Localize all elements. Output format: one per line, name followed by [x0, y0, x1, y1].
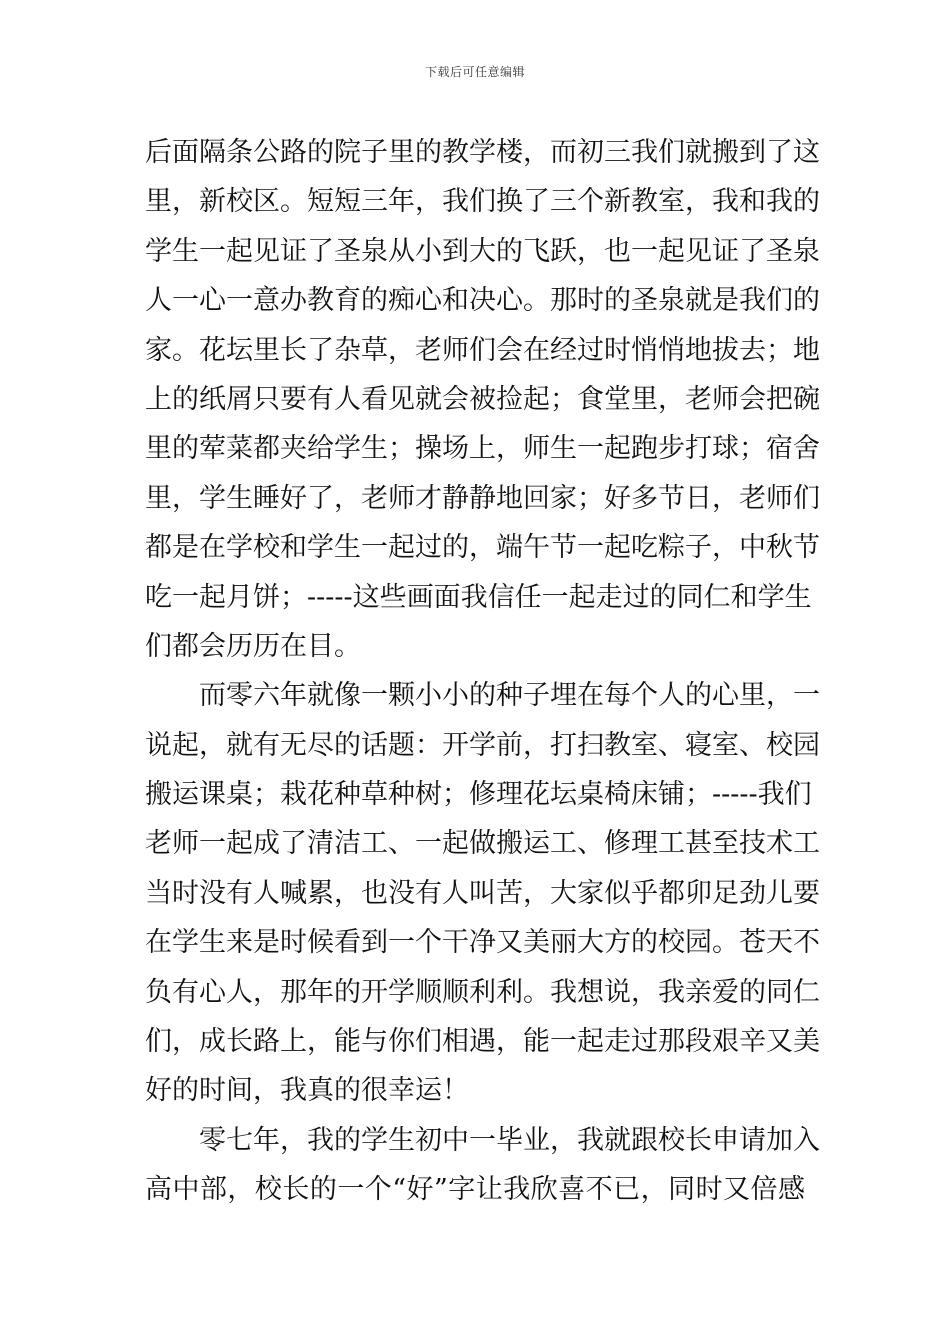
text-line: 们，成长路上，能与你们相遇，能一起走过那段艰辛又美	[145, 1026, 820, 1058]
text-line: 里的荤菜都夹给学生；操场上，师生一起跑步打球；宿舍	[145, 433, 820, 465]
text-line: 里，新校区。短短三年，我们换了三个新教室，我和我的	[145, 186, 820, 218]
text-line: 家。花坛里长了杂草，老师们会在经过时悄悄地拔去；地	[145, 334, 820, 366]
text-line: 在学生来是时候看到一个干净又美丽大方的校园。苍天不	[145, 927, 820, 959]
text-line: 老师一起成了清洁工、一起做搬运工、修理工甚至技术工	[145, 828, 820, 860]
paragraph-first-line: 而零六年就像一颗小小的种子埋在每个人的心里，一	[199, 680, 820, 712]
text-line: 高中部，校长的一个“好”字让我欣喜不已，同时又倍感	[145, 1174, 805, 1206]
text-line: 都是在学校和学生一起过的，端午节一起吃粽子，中秋节	[145, 532, 820, 564]
page-header: 下载后可任意编辑	[424, 65, 525, 79]
body-text	[145, 128, 820, 1215]
text-line: 搬运课桌；栽花种草种树；修理花坛桌椅床铺；-----我们	[145, 779, 812, 811]
text-line: 负有心人，那年的开学顺顺利利。我想说，我亲爱的同仁	[145, 976, 820, 1008]
text-line: 说起，就有无尽的话题：开学前，打扫教室、寝室、校园	[145, 729, 820, 761]
text-line: 人一心一意办教育的痴心和决心。那时的圣泉就是我们的	[145, 285, 820, 317]
text-line: 吃一起月饼；-----这些画面我信任一起走过的同仁和学生	[145, 581, 812, 613]
text-line: 上的纸屑只要有人看见就会被捡起；食堂里，老师会把碗	[145, 383, 820, 415]
text-line: 里，学生睡好了，老师才静静地回家；好多节日，老师们	[145, 482, 820, 514]
text-line: 好的时间，我真的很幸运！	[145, 1075, 469, 1107]
text-line: 当时没有人喊累，也没有人叫苦，大家似乎都卯足劲儿要	[145, 877, 820, 909]
text-line: 后面隔条公路的院子里的教学楼，而初三我们就搬到了这	[145, 137, 820, 168]
text-line: 们都会历历在目。	[145, 630, 361, 662]
text-line: 学生一起见证了圣泉从小到大的飞跃，也一起见证了圣泉	[145, 235, 820, 267]
paragraph-first-line: 零七年，我的学生初中一毕业，我就跟校长申请加入	[199, 1124, 820, 1156]
